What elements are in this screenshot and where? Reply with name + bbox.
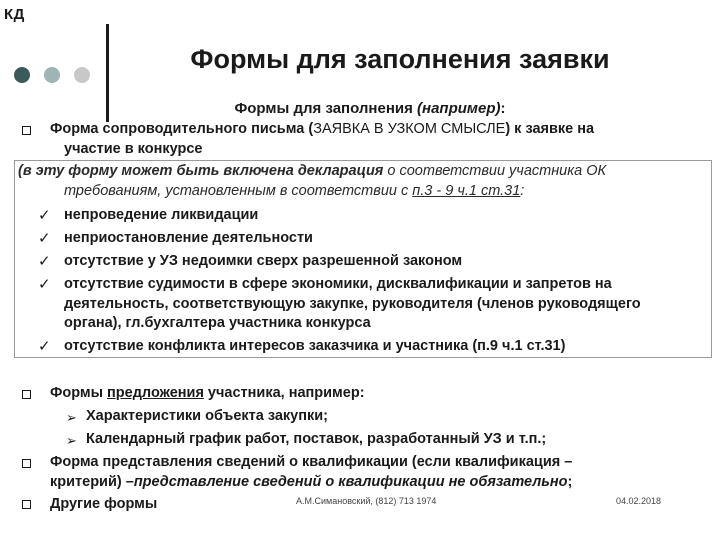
item-proposal-forms bbox=[50, 385, 365, 401]
declaration-note-end: : bbox=[520, 183, 525, 199]
declaration-note-rest: о соответствии участника ОК bbox=[383, 163, 607, 179]
item3-text: критерий) – bbox=[50, 474, 134, 490]
check-icon: ✓ bbox=[38, 338, 51, 355]
footer-date: 04.02.2018 bbox=[616, 496, 662, 506]
check-icon: ✓ bbox=[38, 253, 51, 270]
declaration-note-text: требованиям, установленным в соответствии с bbox=[64, 183, 413, 199]
arrow-item-2: Календарный график работ, поставок, разработанный УЗ и т.п.; bbox=[86, 431, 547, 447]
check-item-4: отсутствие судимости в сфере экономики, дисквалификации и запретов на bbox=[64, 276, 612, 292]
check-item-5: отсутствие конфликта интересов заказчика и участника (п.9 ч.1 ст.31) bbox=[64, 338, 566, 354]
subtitle-end: : bbox=[500, 100, 506, 117]
item1-caps: ЗАЯВКА В УЗКОМ СМЫСЛЕ bbox=[313, 121, 506, 137]
square-bullet-icon bbox=[22, 500, 31, 509]
item1-text: Форма сопроводительного письма ( bbox=[50, 121, 314, 137]
square-bullet-icon bbox=[22, 390, 31, 399]
footer-author: А.М.Симановский, (812) 713 1974 bbox=[296, 496, 437, 506]
item2-text-end: участника, например: bbox=[203, 385, 365, 401]
square-bullet-icon bbox=[22, 459, 31, 468]
item2-underlined: предложения bbox=[107, 385, 204, 401]
subtitle-text: Формы для заполнения bbox=[234, 100, 418, 117]
check-icon: ✓ bbox=[38, 276, 51, 293]
item3-end: ; bbox=[567, 474, 573, 490]
law-reference-link[interactable]: п.3 - 9 ч.1 ст.31 bbox=[412, 183, 521, 199]
item3-italic: представление сведений о квалификации не обязательно bbox=[133, 474, 568, 490]
item1-text-end: ) к заявке на bbox=[505, 121, 595, 137]
check-icon: ✓ bbox=[38, 230, 51, 247]
item2-text: Формы bbox=[50, 385, 108, 401]
slide-title: Формы для заполнения заявки bbox=[190, 44, 610, 74]
item-cover-letter bbox=[50, 121, 594, 137]
title-divider bbox=[106, 24, 109, 122]
arrow-item-1: Характеристики объекта закупки; bbox=[86, 408, 328, 424]
item-qualification-form-line2 bbox=[50, 474, 572, 490]
item-qualification-form: Форма представления сведений о квалификации (если квалификация – bbox=[50, 454, 573, 470]
check-item-4-line2: деятельность, соответствующую закупке, руководителя (членов руководящего bbox=[64, 296, 641, 312]
check-icon: ✓ bbox=[38, 207, 51, 224]
arrow-bullet-icon: ➢ bbox=[66, 410, 77, 425]
declaration-note-bold: (в эту форму может быть включена декларация bbox=[18, 163, 384, 179]
check-item-2: неприостановление деятельности bbox=[64, 230, 313, 246]
check-item-4-line3: органа), гл.бухгалтера участника конкурса bbox=[64, 315, 371, 331]
declaration-note-line2 bbox=[64, 183, 524, 199]
check-item-1: непроведение ликвидации bbox=[64, 207, 259, 223]
item-cover-letter-line2: участие в конкурсе bbox=[64, 141, 203, 157]
decor-dot-1 bbox=[14, 67, 30, 83]
check-item-3: отсутствие у УЗ недоимки сверх разрешенной законом bbox=[64, 253, 463, 269]
decor-dot-2 bbox=[44, 67, 60, 83]
declaration-note-line1 bbox=[18, 163, 606, 179]
slide-subtitle bbox=[160, 100, 580, 117]
logo: КД bbox=[4, 6, 25, 23]
subtitle-italic: (например) bbox=[417, 100, 501, 117]
arrow-bullet-icon: ➢ bbox=[66, 433, 77, 448]
square-bullet-icon bbox=[22, 126, 31, 135]
item-other-forms: Другие формы bbox=[50, 496, 158, 512]
decor-dot-3 bbox=[74, 67, 90, 83]
